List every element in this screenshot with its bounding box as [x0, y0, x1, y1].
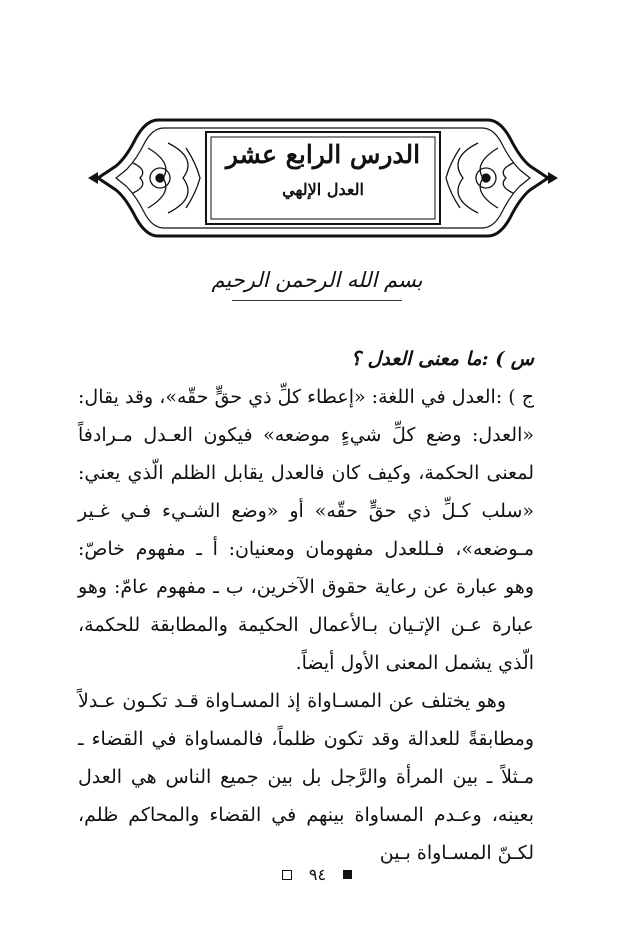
- basmala-underline: [232, 300, 402, 301]
- page-footer: [0, 864, 634, 884]
- lesson-subtitle: العدل الإلهي: [282, 180, 364, 199]
- basmala-calligraphy: بسم الله الرحمن الرحيم: [211, 268, 423, 292]
- lesson-header-frame: [88, 108, 558, 248]
- answer-paragraph-1: ج ) :العدل في اللغة: «إعطاء كلِّ ذي حقٍّ حقّه»، وقد يقال: «العدل: وضع كلِّ شيءٍ موضعه» فيكون العـدل مـرادفاً لمعنى الحكمة، وكيف كان فالعدل يقابل الظلم الّذي يعني: «سلب كـلِّ ذي حقٍّ حقّه» أو «وضع الشـيء فـي غـير مـوضعه»، فـللعدل مفهومان ومعنيان: أ ـ مفهوم خاصّ: وهو عبارة عن رعاية حقوق الآخرين، ب ـ مفهوم عامّ: وهو عبارة عـن الإتـيان بـالأعمال الحكيمة والمطابقة للحكمة، الّذي يشمل المعنى الأول أيضاً.: [78, 386, 534, 674]
- question-text: س ) :ما معنى العدل ؟: [350, 348, 534, 370]
- empty-square-icon: [282, 870, 292, 880]
- filled-square-icon: [343, 870, 352, 879]
- answer-paragraph-2: وهو يختلف عن المسـاواة إذ المسـاواة قـد تكـون عـدلاً ومطابقةً للعدالة وقد تكون ظلماً، فالمساواة في القضاء ـ مـثلاً ـ بين المرأة والرَّجل بل بين جميع الناس هي العدل بعينه، وعـدم المساواة بينهم في القضاء والمحاكم ظلم، لكـنّ المسـاواة بـين: [78, 690, 534, 864]
- page-number: ٩٤: [308, 865, 327, 884]
- lesson-title: الدرس الرابع عشر: [225, 140, 421, 169]
- lesson-body: [78, 340, 534, 872]
